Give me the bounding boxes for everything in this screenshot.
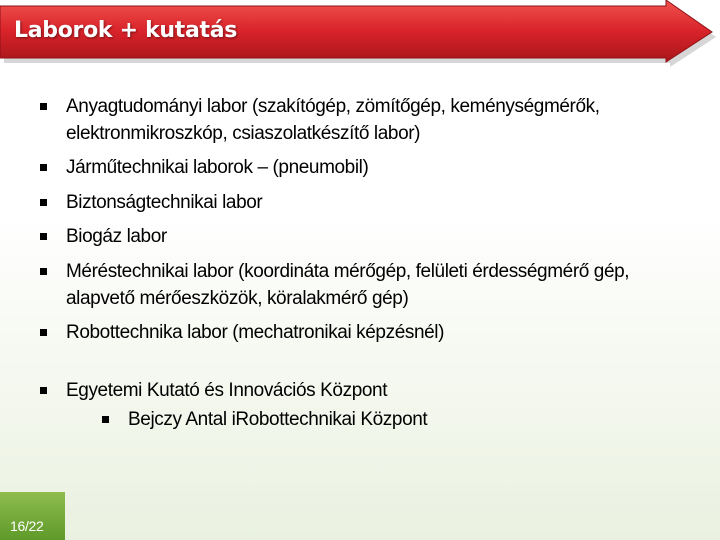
bullet-text: Biogáz labor: [66, 226, 167, 248]
square-bullet-icon: [40, 164, 47, 171]
list-item: [40, 259, 700, 312]
bullet-text: Anyagtudományi labor (szakítógép, zömítőgép, keménységmérők, elektronmikroszkóp, csiaszolatkészítő labor): [66, 96, 600, 144]
square-bullet-icon: [40, 103, 47, 110]
list-item: [40, 224, 700, 251]
slide-title: Laborok + kutatás: [14, 18, 238, 43]
square-bullet-icon: [40, 329, 47, 336]
square-bullet-icon: [40, 268, 47, 275]
bullet-text: Biztonságtechnikai labor: [66, 191, 263, 213]
page-number-box: [0, 492, 65, 540]
square-bullet-icon: [40, 387, 47, 394]
research-list: [40, 378, 700, 434]
title-banner: [0, 0, 720, 72]
square-bullet-icon: [102, 416, 109, 423]
slide-content: [40, 94, 700, 434]
research-sub-list: [66, 407, 700, 434]
sub-list-item: [102, 407, 700, 434]
bullet-text: Méréstechnikai labor (koordináta mérőgép, felületi érdességmérő gép, alapvető mérőeszközök, köralakmérő gép): [66, 260, 630, 309]
labs-list: [40, 94, 700, 347]
bullet-text: Járműtechnikai laborok – (pneumobil): [66, 157, 369, 179]
list-item: [40, 155, 700, 182]
bullet-text: Robottechnika labor (mechatronikai képzésnél): [66, 322, 445, 344]
list-item: [40, 190, 700, 217]
square-bullet-icon: [40, 233, 47, 240]
sub-bullet-text: Bejczy Antal iRobottechnikai Központ: [128, 409, 428, 431]
square-bullet-icon: [40, 199, 47, 206]
list-item: [40, 320, 700, 347]
list-item: [40, 378, 700, 434]
page-number: 16/22: [10, 518, 44, 534]
list-item: [40, 94, 700, 147]
bullet-text: Egyetemi Kutató és Innovációs Központ: [66, 379, 388, 401]
